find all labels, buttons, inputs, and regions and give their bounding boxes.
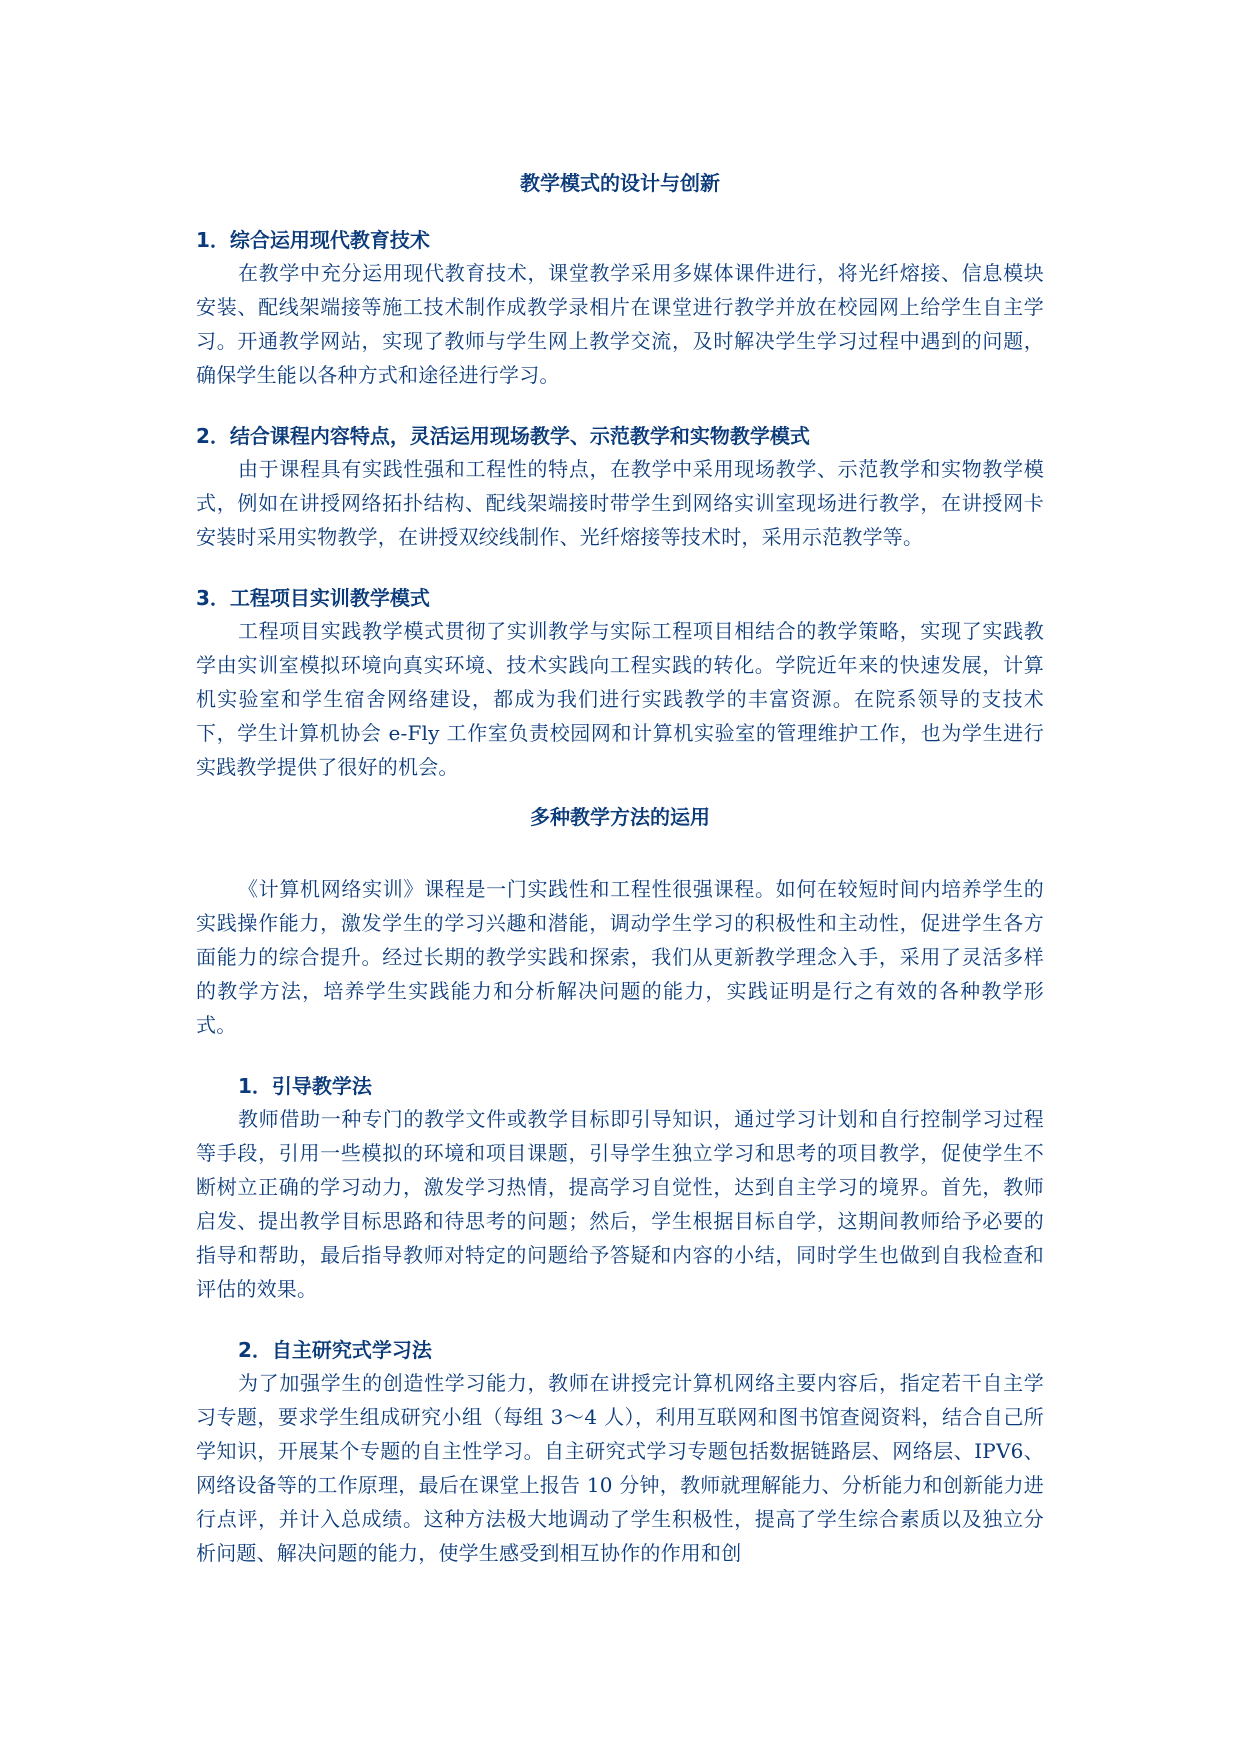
heading-guided-teaching: 1．引导教学法 — [238, 1074, 372, 1098]
paragraph-project-training: 工程项目实践教学模式贯彻了实训教学与实际工程项目相结合的教学策略，实现了实践教学由实训室模拟环境向真实环境、技术实践向工程实践的转化。学院近年来的快速发展，计算机实验室和学生宿舍网络建设，都成为我们进行实践教学的丰富资源。在院系领导的支技术下，学生计算机协会 e-Fly 工作室负责校园网和计算机实验室的管理维护工作，也为学生进行实践教学提供了很好的机会。 — [196, 619, 1044, 779]
section-title-teaching-mode: 教学模式的设计与创新 — [520, 171, 720, 195]
paragraph-onsite-teaching: 由于课程具有实践性强和工程性的特点，在教学中采用现场教学、示范教学和实物教学模式，例如在讲授网络拓扑结构、配线架端接时带学生到网络实训室现场进行教学，在讲授网卡安装时采用实物教学，在讲授双绞线制作、光纤熔接等技术时，采用示范教学等。 — [196, 457, 1044, 549]
paragraph-guided-teaching: 教师借助一种专门的教学文件或教学目标即引导知识，通过学习计划和自行控制学习过程等手段，引用一些模拟的环境和项目课题，引导学生独立学习和思考的项目教学，促使学生不断树立正确的学习动力，激发学习热情，提高学习自觉性，达到自主学习的境界。首先，教师启发、提出教学目标思路和待思考的问题；然后，学生根据目标自学，这期间教师给予必要的指导和帮助，最后指导教师对特定的问题给予答疑和内容的小结，同时学生也做到自我检查和评估的效果。 — [196, 1107, 1044, 1301]
heading-onsite-teaching: 2．结合课程内容特点，灵活运用现场教学、示范教学和实物教学模式 — [196, 424, 810, 448]
section-title-teaching-methods: 多种教学方法的运用 — [530, 805, 710, 829]
paragraph-self-research: 为了加强学生的创造性学习能力，教师在讲授完计算机网络主要内容后，指定若干自主学习专题，要求学生组成研究小组（每组 3～4 人），利用互联网和图书馆查阅资料，结合自己所学知识，开展某个专题的自主性学习。自主研究式学习专题包括数据链路层、网络层、IPV6、网络设备等的工作原理，最后在课堂上报告 10 分钟，教师就理解能力、分析能力和创新能力进行点评，并计入总成绩。这种方法极大地调动了学生积极性，提高了学生综合素质以及独立分析问题、解决问题的能力，使学生感受到相互协作的作用和创 — [196, 1371, 1044, 1565]
paragraph-methods-intro: 《计算机网络实训》课程是一门实践性和工程性很强课程。如何在较短时间内培养学生的实践操作能力，激发学生的学习兴趣和潜能，调动学生学习的积极性和主动性，促进学生各方面能力的综合提升。经过长期的教学实践和探索，我们从更新教学理念入手，采用了灵活多样的教学方法，培养学生实践能力和分析解决问题的能力，实践证明是行之有效的各种教学形式。 — [196, 877, 1044, 1037]
heading-project-training: 3．工程项目实训教学模式 — [196, 586, 430, 610]
heading-modern-tech: 1．综合运用现代教育技术 — [196, 228, 430, 252]
paragraph-modern-tech: 在教学中充分运用现代教育技术，课堂教学采用多媒体课件进行，将光纤熔接、信息模块安装、配线架端接等施工技术制作成教学录相片在课堂进行教学并放在校园网上给学生自主学习。开通教学网站，实现了教师与学生网上教学交流，及时解决学生学习过程中遇到的问题，确保学生能以各种方式和途径进行学习。 — [196, 261, 1044, 387]
heading-self-research: 2．自主研究式学习法 — [238, 1338, 432, 1362]
document-page — [196, 168, 1044, 1570]
